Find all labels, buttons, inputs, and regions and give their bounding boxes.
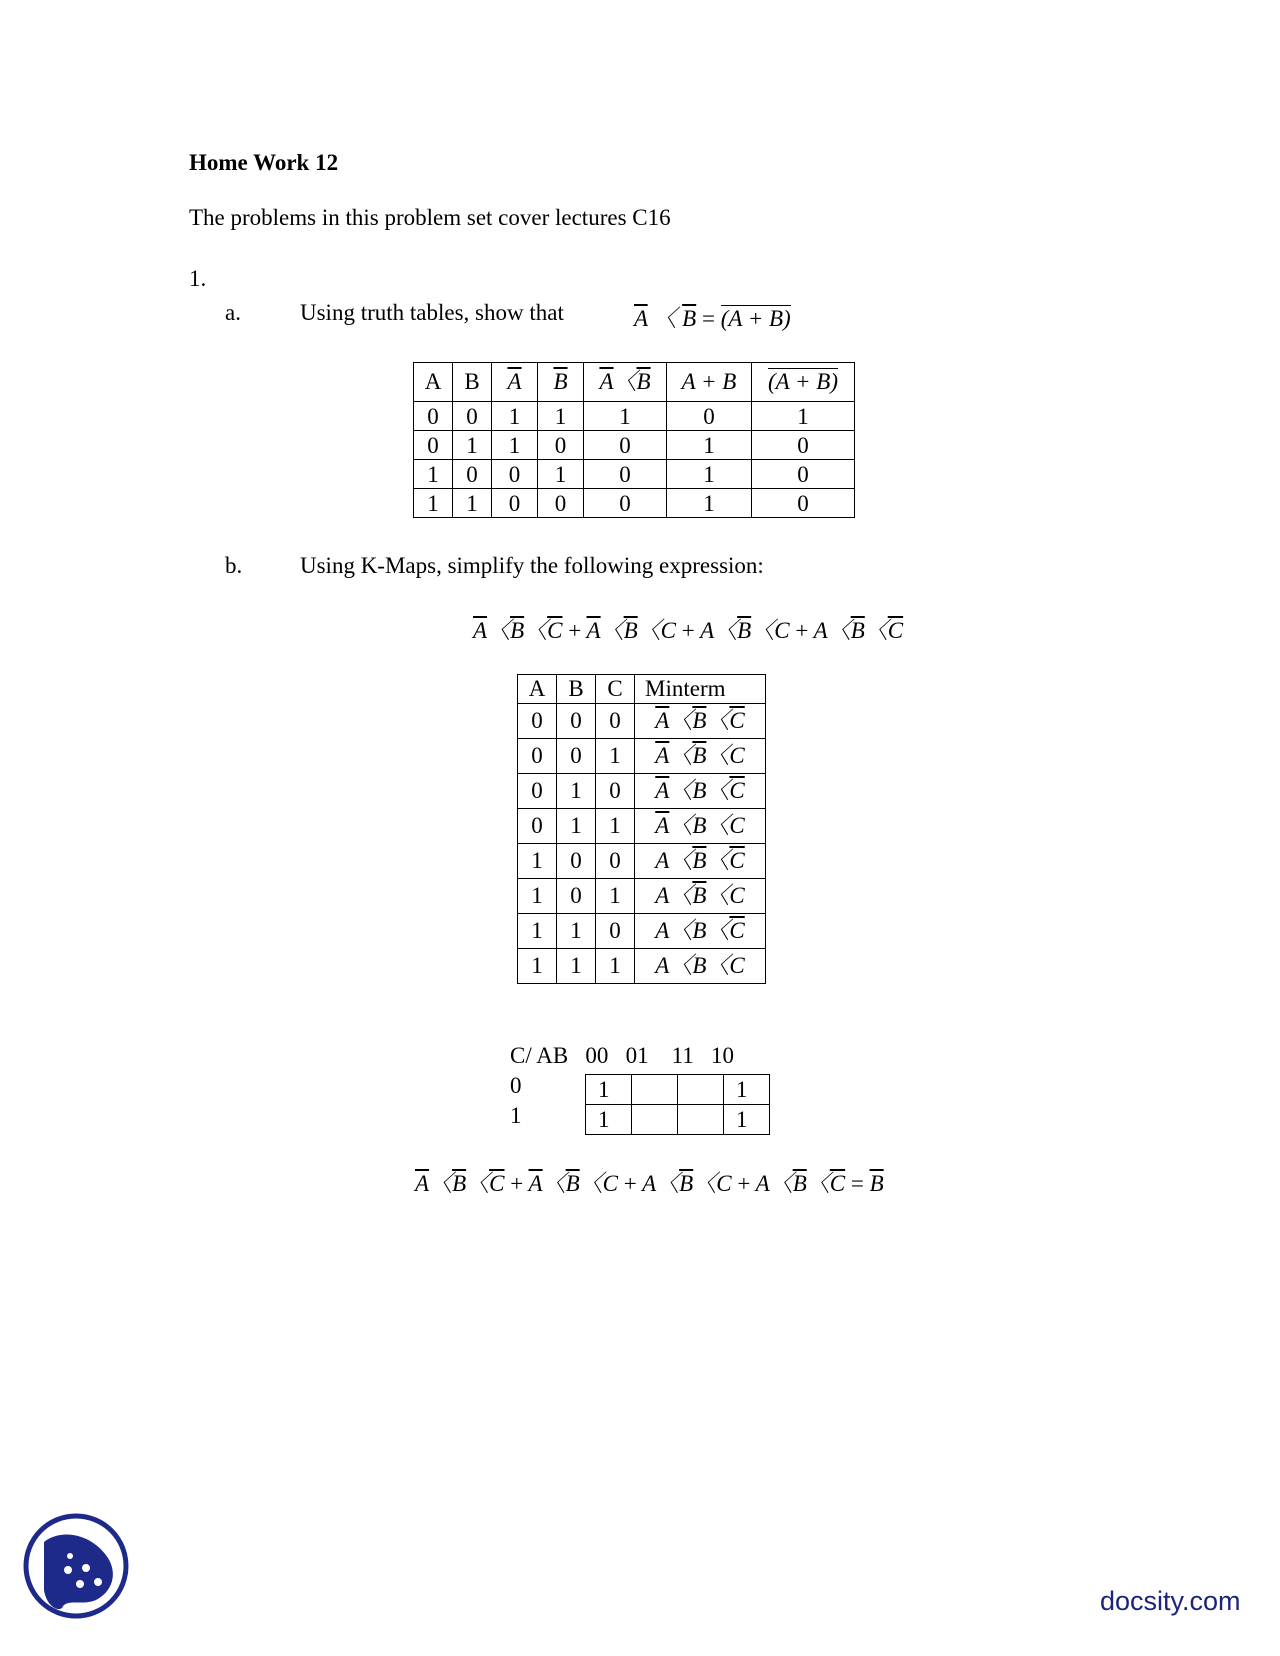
table-row xyxy=(518,844,766,879)
minterm-cell: A〈B〈C xyxy=(635,949,766,984)
cell: 0 xyxy=(596,774,635,809)
cell: 0 xyxy=(492,460,538,489)
table-row xyxy=(414,402,855,431)
kmap-cell xyxy=(632,1075,678,1105)
minterm-cell: A〈$\overline{B}$〈$\overline{C}$ xyxy=(635,844,766,879)
cell: 1 xyxy=(752,402,855,431)
header-c: C xyxy=(596,675,635,704)
cell: 0 xyxy=(538,489,584,518)
header-a: A xyxy=(414,363,453,402)
cell: 0 xyxy=(752,489,855,518)
cell: 1 xyxy=(492,402,538,431)
cell: 0 xyxy=(596,704,635,739)
equals-sign: = xyxy=(701,306,715,331)
lhs-a: $\overline{A}$ xyxy=(634,306,648,331)
kmap-header: C/ AB 00 01 11 10 xyxy=(510,1043,735,1068)
docsity-logo-icon xyxy=(22,1512,130,1620)
cell: 1 xyxy=(538,402,584,431)
part-b-text: Using K-Maps, simplify the following expression: xyxy=(300,553,764,578)
karnaugh-map xyxy=(585,1074,770,1135)
kmap-cell xyxy=(678,1075,724,1105)
kmap-cell: 1 xyxy=(724,1075,770,1105)
simplified-result: $\overline{A}$〈$\overline{B}$〈$\overline{C} + \overline{A}$〈$\overline{B}$〈C + A〈$\overline{B}$〈C + A〈$\overline{B}$〈$\overline{C} = \overline{B}$ xyxy=(415,1171,884,1196)
truth-table-header xyxy=(414,363,855,402)
cell: 1 xyxy=(557,774,596,809)
cell: 1 xyxy=(518,914,557,949)
intro-text: The problems in this problem set cover lectures C16 xyxy=(189,205,671,230)
cell: 0 xyxy=(518,704,557,739)
cell: 0 xyxy=(584,489,667,518)
kmap-cell: 1 xyxy=(586,1075,632,1105)
minterm-cell: A〈$\overline{B}$〈C xyxy=(635,879,766,914)
part-a-label: a. xyxy=(225,300,241,325)
header-not-a-and-not-b: $\overline{A}$〈$\overline{B}$ xyxy=(584,363,667,402)
table-row xyxy=(414,460,855,489)
kmap-cell xyxy=(678,1105,724,1135)
cell: 1 xyxy=(453,489,492,518)
cell: 1 xyxy=(557,949,596,984)
table-row xyxy=(518,809,766,844)
table-row xyxy=(414,489,855,518)
header-not-a-or-b: (A + B) xyxy=(752,363,855,402)
cell: 0 xyxy=(752,431,855,460)
table-row xyxy=(414,431,855,460)
kmap-row xyxy=(586,1075,770,1105)
cell: 1 xyxy=(667,460,752,489)
cell: 0 xyxy=(596,914,635,949)
cell: 1 xyxy=(492,431,538,460)
cell: 1 xyxy=(518,879,557,914)
cell: 0 xyxy=(414,402,453,431)
identity-expression xyxy=(634,300,791,333)
minterm-table xyxy=(517,674,766,984)
expression-to-simplify: $\overline{A}$〈$\overline{B}$〈$\overline{C} + \overline{A}$〈$\overline{B}$〈C + A〈$\overline{B}$〈C + A〈$\overline{B}$〈$\overline{C}$ xyxy=(473,618,904,643)
cell: 0 xyxy=(557,704,596,739)
cell: 0 xyxy=(492,489,538,518)
cell: 1 xyxy=(557,809,596,844)
cell: 0 xyxy=(518,809,557,844)
kmap-cell: 1 xyxy=(724,1105,770,1135)
cell: 0 xyxy=(557,879,596,914)
lhs-dot: 〈 xyxy=(653,306,677,331)
kmap-row xyxy=(586,1105,770,1135)
cell: 0 xyxy=(584,460,667,489)
cell: 0 xyxy=(538,431,584,460)
truth-table xyxy=(413,362,855,518)
cell: 1 xyxy=(557,914,596,949)
cell: 1 xyxy=(518,949,557,984)
kmap-row-label: 1 xyxy=(510,1103,522,1128)
cell: 1 xyxy=(538,460,584,489)
cell: 1 xyxy=(518,844,557,879)
cell: 1 xyxy=(667,431,752,460)
part-b-label: b. xyxy=(225,553,243,578)
cell: 1 xyxy=(453,431,492,460)
cell: 1 xyxy=(414,460,453,489)
cell: 0 xyxy=(557,739,596,774)
cell: 1 xyxy=(667,489,752,518)
table-row xyxy=(518,949,766,984)
cell: 1 xyxy=(414,489,453,518)
cell: 0 xyxy=(518,774,557,809)
cell: 1 xyxy=(596,949,635,984)
header-b: B xyxy=(453,363,492,402)
cell: 0 xyxy=(453,402,492,431)
minterm-cell: $\overline{A}$〈$\overline{B}$〈$\overline{C}$ xyxy=(635,704,766,739)
cell: 0 xyxy=(596,844,635,879)
question-number: 1. xyxy=(189,266,207,291)
cell: 0 xyxy=(557,844,596,879)
cell: 0 xyxy=(752,460,855,489)
minterm-cell: A〈B〈$\overline{C}$ xyxy=(635,914,766,949)
table-row xyxy=(518,774,766,809)
minterm-cell: $\overline{A}$〈$\overline{B}$〈C xyxy=(635,739,766,774)
table-row xyxy=(518,704,766,739)
table-row xyxy=(518,739,766,774)
cell: 1 xyxy=(596,879,635,914)
cell: 0 xyxy=(414,431,453,460)
header-a-or-b: A + B xyxy=(667,363,752,402)
minterm-cell: $\overline{A}$〈B〈$\overline{C}$ xyxy=(635,774,766,809)
header-minterm: Minterm xyxy=(635,675,766,704)
page-title: Home Work 12 xyxy=(189,150,339,175)
brand-wordmark: docsity.com xyxy=(1100,1586,1241,1616)
header-a: A xyxy=(518,675,557,704)
cell: 0 xyxy=(453,460,492,489)
rhs: (A + B) xyxy=(720,306,791,331)
minterm-table-header xyxy=(518,675,766,704)
cell: 1 xyxy=(596,739,635,774)
cell: 1 xyxy=(596,809,635,844)
cell: 0 xyxy=(518,739,557,774)
header-b: B xyxy=(557,675,596,704)
table-row xyxy=(518,879,766,914)
cell: 0 xyxy=(667,402,752,431)
part-a-text: Using truth tables, show that xyxy=(300,300,564,325)
table-row xyxy=(518,914,766,949)
header-not-b: $\overline{B}$ xyxy=(538,363,584,402)
cell: 1 xyxy=(584,402,667,431)
minterm-cell: $\overline{A}$〈B〈C xyxy=(635,809,766,844)
kmap-cell: 1 xyxy=(586,1105,632,1135)
header-not-a: $\overline{A}$ xyxy=(492,363,538,402)
cell: 0 xyxy=(584,431,667,460)
kmap-cell xyxy=(632,1105,678,1135)
kmap-row-label: 0 xyxy=(510,1073,522,1098)
lhs-b: $\overline{B}$ xyxy=(682,306,697,331)
